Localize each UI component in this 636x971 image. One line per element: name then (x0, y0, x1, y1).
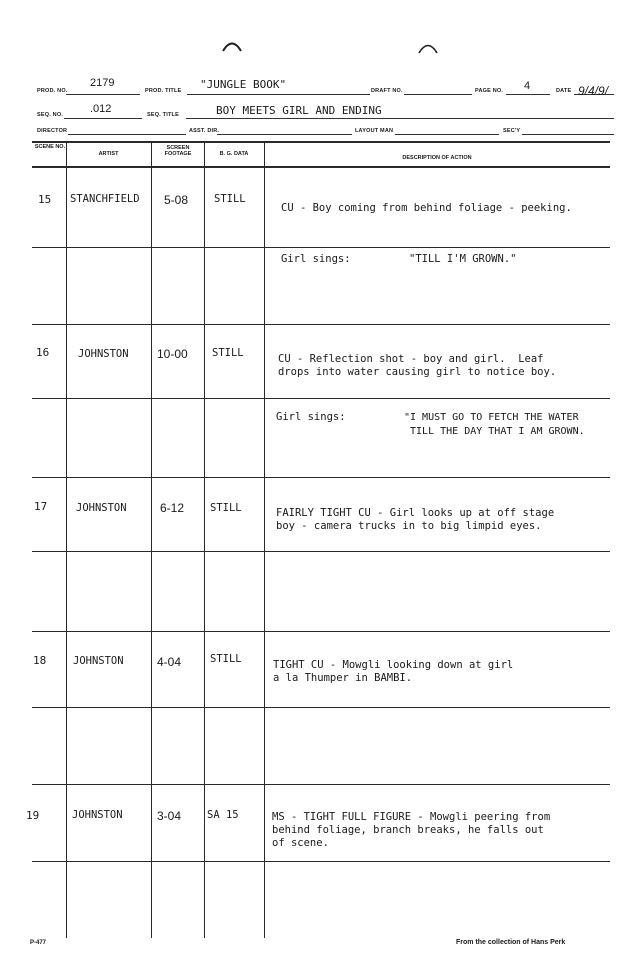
bg-data: STILL (214, 193, 246, 205)
col-header-bg-data: B. G. DATA (219, 151, 249, 157)
seq-title-value: BOY MEETS GIRL AND ENDING (216, 104, 382, 117)
bg-data: STILL (212, 347, 244, 359)
screen-footage: 4-04 (157, 655, 182, 669)
form-number: P-477 (30, 940, 47, 946)
scene-number: 17 (34, 500, 48, 513)
bg-data: STILL (210, 653, 242, 665)
scene-number: 18 (33, 654, 47, 667)
note-label: Girl sings: (276, 411, 346, 423)
action-description: MS - TIGHT FULL FIGURE - Mowgli peering from behind foliage, branch breaks, he falls out of scene. (272, 811, 551, 849)
note-text: "I MUST GO TO FETCH THE WATER TILL THE DAY THAT I AM GROWN. (404, 412, 585, 437)
page-no-label: PAGE NO. (475, 88, 504, 94)
action-description: CU - Boy coming from behind foliage - peeking. (281, 202, 572, 214)
action-description: TIGHT CU - Mowgli looking down at girl a la Thumper in BAMBI. (273, 659, 514, 684)
draft-no-label: DRAFT NO. (371, 88, 403, 94)
col-header-screen-footage: SCREEN FOOTAGE (164, 145, 192, 157)
prod-title-value: "JUNGLE BOOK" (200, 78, 287, 91)
date-value: 9/4/9/ (578, 84, 609, 98)
artist-name: JOHNSTON (73, 655, 124, 667)
note-label: Girl sings: (281, 253, 351, 265)
prod-no-label: PROD. NO. (37, 88, 68, 94)
seq-title-label: SEQ. TITLE (147, 112, 179, 118)
collection-credit: From the collection of Hans Perk (456, 939, 566, 946)
seq-no-label: SEQ. NO. (37, 112, 64, 118)
artist-name: STANCHFIELD (70, 193, 140, 205)
col-header-artist: ARTIST (98, 151, 119, 157)
screen-footage: 5-08 (164, 193, 189, 207)
page-no-value: 4 (524, 80, 531, 92)
bg-data: SA 15 (207, 809, 239, 821)
prod-title-label: PROD. TITLE (145, 88, 182, 94)
layout-man-label: LAYOUT MAN (355, 128, 394, 134)
action-description: FAIRLY TIGHT CU - Girl looks up at off stage boy - camera trucks in to big limpid eyes. (276, 507, 555, 532)
screen-footage: 3-04 (157, 809, 182, 823)
asst-dir-label: ASST. DIR. (189, 128, 220, 134)
seq-no-value: .012 (90, 103, 112, 115)
artist-name: JOHNSTON (72, 809, 123, 821)
screen-footage: 10-00 (157, 347, 188, 361)
scene-number: 16 (36, 346, 50, 359)
scene-number: 19 (26, 809, 40, 822)
artist-name: JOHNSTON (76, 502, 127, 514)
col-header-description: DESCRIPTION OF ACTION (402, 155, 472, 161)
director-label: DIRECTOR (37, 128, 68, 134)
punch-hole-mark-left (220, 38, 244, 54)
action-description: CU - Reflection shot - boy and girl. Leaf drops into water causing girl to notice boy. (278, 353, 557, 378)
col-header-scene-no: SCENE NO. (34, 144, 66, 150)
prod-no-value: 2179 (90, 77, 115, 89)
note-text: "TILL I'M GROWN." (409, 253, 517, 265)
date-label: DATE (556, 88, 572, 94)
secy-label: SEC'Y (503, 128, 521, 134)
artist-name: JOHNSTON (78, 348, 129, 360)
bg-data: STILL (210, 502, 242, 514)
punch-hole-mark-right (416, 40, 440, 56)
screen-footage: 6-12 (160, 501, 185, 515)
scene-number: 15 (38, 193, 52, 206)
